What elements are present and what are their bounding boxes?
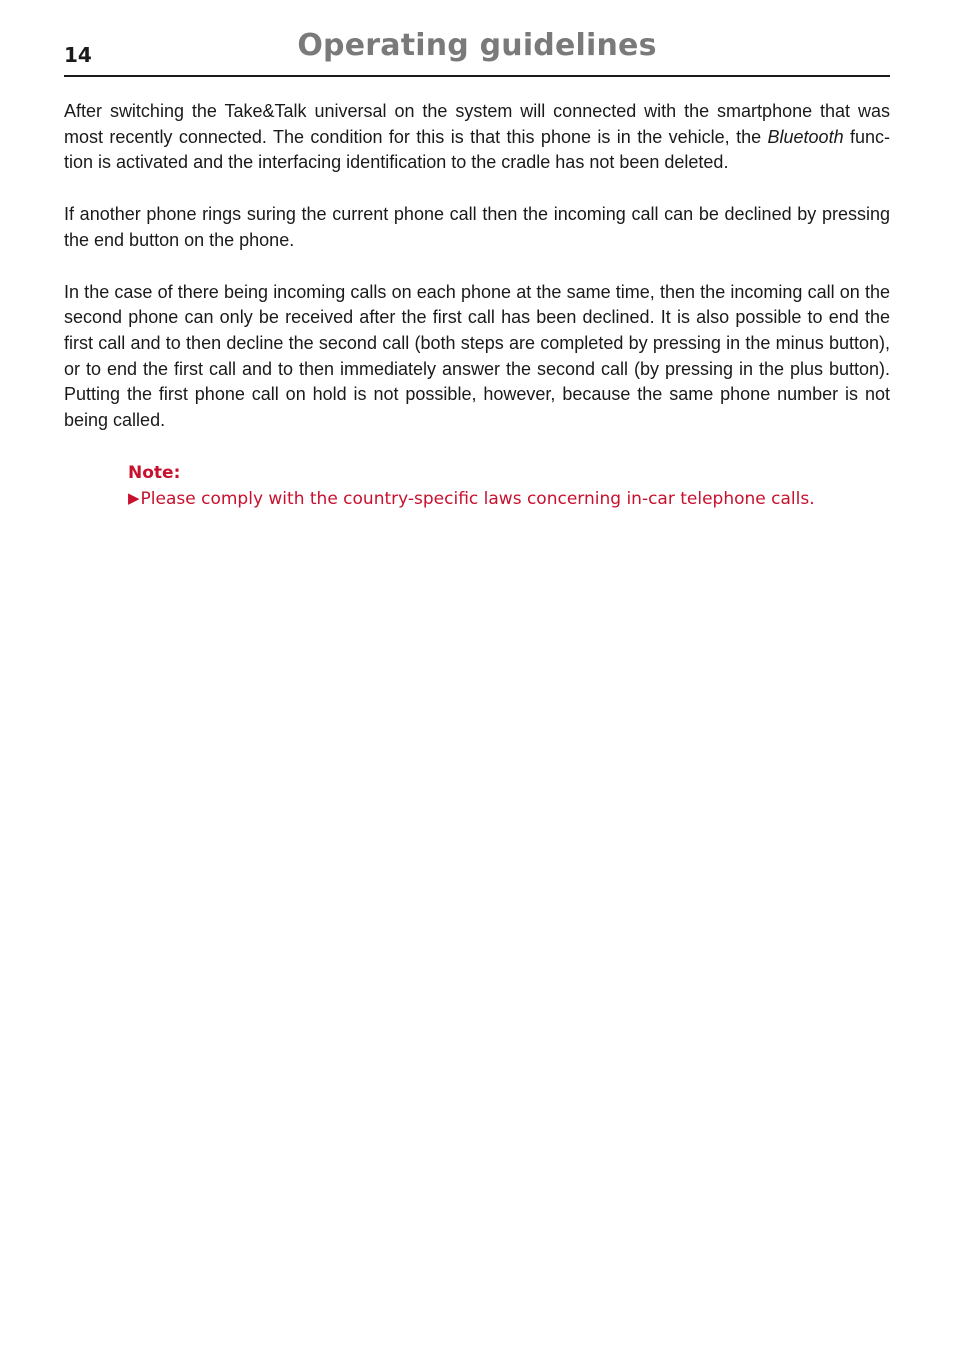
paragraph-second-call: If another phone rings suring the current phone call then the incoming call can be declined by pressing the end button on the phone. <box>64 204 890 250</box>
note-title: Note: <box>128 462 181 483</box>
note-line <box>128 486 890 512</box>
page <box>64 0 890 512</box>
page-header <box>64 0 890 77</box>
page-number: 14 <box>64 43 92 67</box>
note-box <box>128 460 890 512</box>
paragraph-simultaneous-calls: In the case of there being incoming calls on each phone at the same time, then the incoming call on the second phone can only be received after the first call has been declined. It is also possible to end the first call and to then decline the second call (both steps are completed by pressing in the minus button), or to end the first call and to then immediately answer the second call (by pressing in the plus button). Putting the first phone call on hold is not possible, however, because the same phone number is not being called. <box>64 281 890 431</box>
page-title: Operating guidelines <box>297 28 657 63</box>
bluetooth-term: Bluetooth <box>767 126 844 147</box>
triangle-right-icon: ▶ <box>128 488 140 507</box>
body-text <box>64 99 890 434</box>
paragraph-startup-text-2: func- tion is activated and the interfacing identification to the cradle has not been deleted. <box>64 126 890 173</box>
paragraph-startup <box>64 99 890 176</box>
paragraph-startup-text-1: After switching the Take&Talk universal on the system will connected with the smartphone that was most recently connected. The condition for this is that this phone is in the vehicle, the <box>64 101 890 147</box>
note-text: Please comply with the country-specific laws concerning in-car telephone calls. <box>140 488 815 509</box>
